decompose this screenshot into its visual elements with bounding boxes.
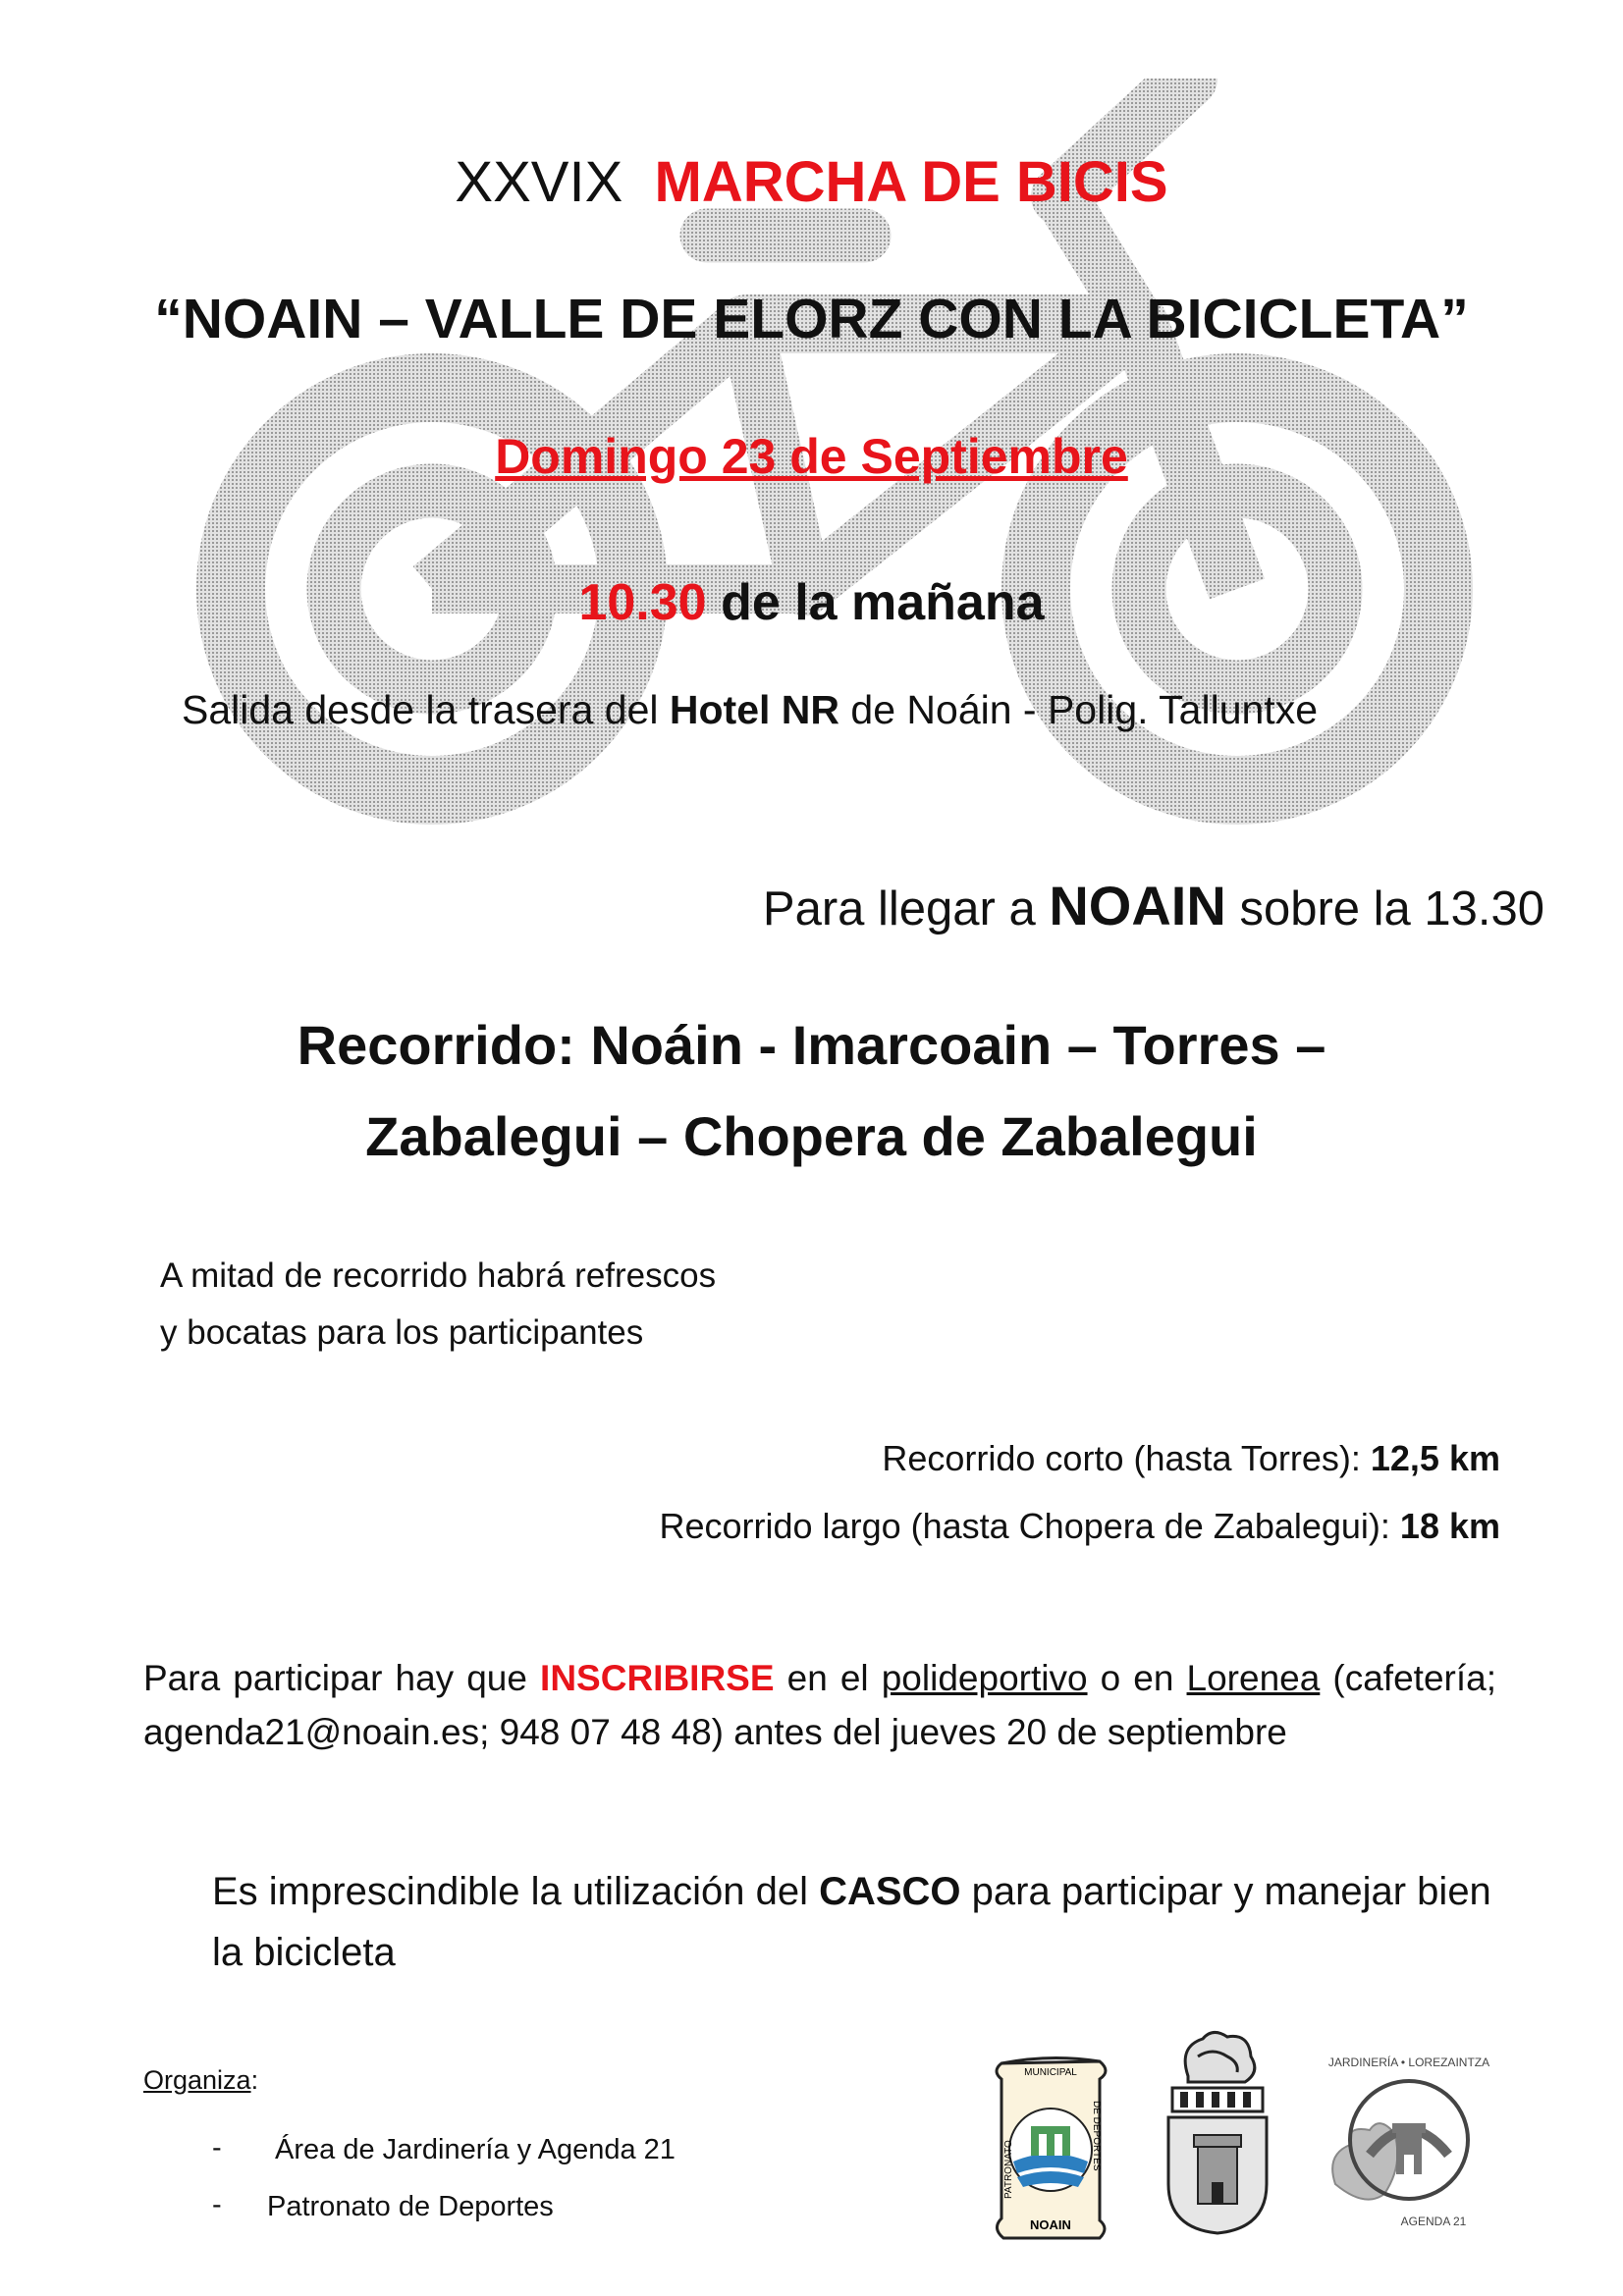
patronato-logo-top-text: MUNICIPAL: [1024, 2067, 1077, 2078]
arrival-line: [763, 874, 1544, 937]
short-route-label: Recorrido corto (hasta Torres):: [882, 1438, 1371, 1478]
time-suffix: de la mañana: [721, 574, 1045, 631]
departure-place: Hotel NR: [669, 687, 839, 732]
route-label: Recorrido: [297, 1014, 558, 1076]
noain-coat-of-arms-logo: [1159, 2027, 1276, 2238]
patronato-deportes-logo: [982, 2052, 1119, 2248]
arrival-prefix: Para llegar a: [762, 882, 1036, 935]
arrival-town: NOAIN: [1049, 875, 1226, 936]
event-title: [0, 149, 1623, 215]
route-line-2: Zabalegui – Chopera de Zabalegui: [365, 1105, 1258, 1167]
helmet-paragraph: [212, 1861, 1508, 1983]
registration-highlight: INSCRIBIRSE: [540, 1658, 775, 1698]
helmet-highlight: CASCO: [819, 1870, 961, 1913]
departure-line: [182, 687, 1318, 733]
registration-text-4: (cafetería; agenda21@noain.es; 948 07 48 48) antes del jueves 20 de septiembre: [143, 1658, 1496, 1752]
registration-text-1: Para participar hay que: [143, 1658, 541, 1698]
organizer-bullet: -: [212, 2132, 222, 2163]
organizers-label-text: Organiza: [143, 2065, 251, 2095]
patronato-logo-right-text: DE DEPORTES: [1091, 2101, 1102, 2171]
helmet-text-2: para participar y manejar bien la bicicleta: [212, 1870, 1491, 1974]
organizer-bullet: -: [212, 2189, 222, 2220]
refreshments-line-1: A mitad de recorrido habrá refrescos: [160, 1256, 717, 1295]
registration-place-polideportivo: polideportivo: [881, 1658, 1088, 1698]
patronato-logo-bottom-text: NOAIN: [1030, 2217, 1071, 2232]
event-name: MARCHA DE BICIS: [654, 150, 1168, 214]
short-route-value: 12,5 km: [1370, 1438, 1500, 1478]
departure-suffix: de Noáin - Polig. Talluntxe: [850, 687, 1318, 732]
time-hour: 10.30: [578, 574, 707, 631]
patronato-logo-left-text: PATRONATO: [1003, 2140, 1014, 2199]
registration-text-3: o en: [1087, 1658, 1187, 1698]
long-route-value: 18 km: [1399, 1506, 1500, 1546]
organizers-label-colon: :: [250, 2065, 259, 2095]
edition-number: XXVIX: [455, 150, 623, 214]
agenda-logo-bottom-text: AGENDA 21: [1400, 2215, 1467, 2228]
event-date: Domingo 23 de Septiembre: [495, 429, 1128, 484]
refreshments-line-2: y bocatas para los participantes: [160, 1313, 644, 1352]
route-line-1: [0, 1013, 1623, 1077]
jardineria-agenda21-logo: [1316, 2037, 1492, 2243]
registration-place-lorenea: Lorenea: [1186, 1658, 1321, 1698]
organizer-item: Área de Jardinería y Agenda 21: [275, 2134, 676, 2165]
route-stops-1: : Noáin - Imarcoain – Torres –: [557, 1014, 1326, 1076]
long-route-distance: [660, 1506, 1501, 1547]
organizers-label: [143, 2065, 258, 2096]
helmet-text-1: Es imprescindible la utilización del: [212, 1870, 820, 1913]
registration-paragraph: [143, 1651, 1496, 1759]
arrival-suffix: sobre la 13.30: [1239, 882, 1544, 935]
registration-text-2: en el: [774, 1658, 882, 1698]
agenda-logo-top-text: JARDINERÍA • LOREZAINTZA: [1327, 2056, 1490, 2069]
long-route-label: Recorrido largo (hasta Chopera de Zabalegui):: [659, 1506, 1400, 1546]
departure-prefix: Salida desde la trasera del: [182, 687, 659, 732]
organizer-item: Patronato de Deportes: [267, 2191, 554, 2222]
short-route-distance: [882, 1438, 1500, 1479]
event-time: [0, 573, 1623, 632]
event-subtitle: “NOAIN – VALLE DE ELORZ CON LA BICICLETA”: [154, 288, 1469, 350]
